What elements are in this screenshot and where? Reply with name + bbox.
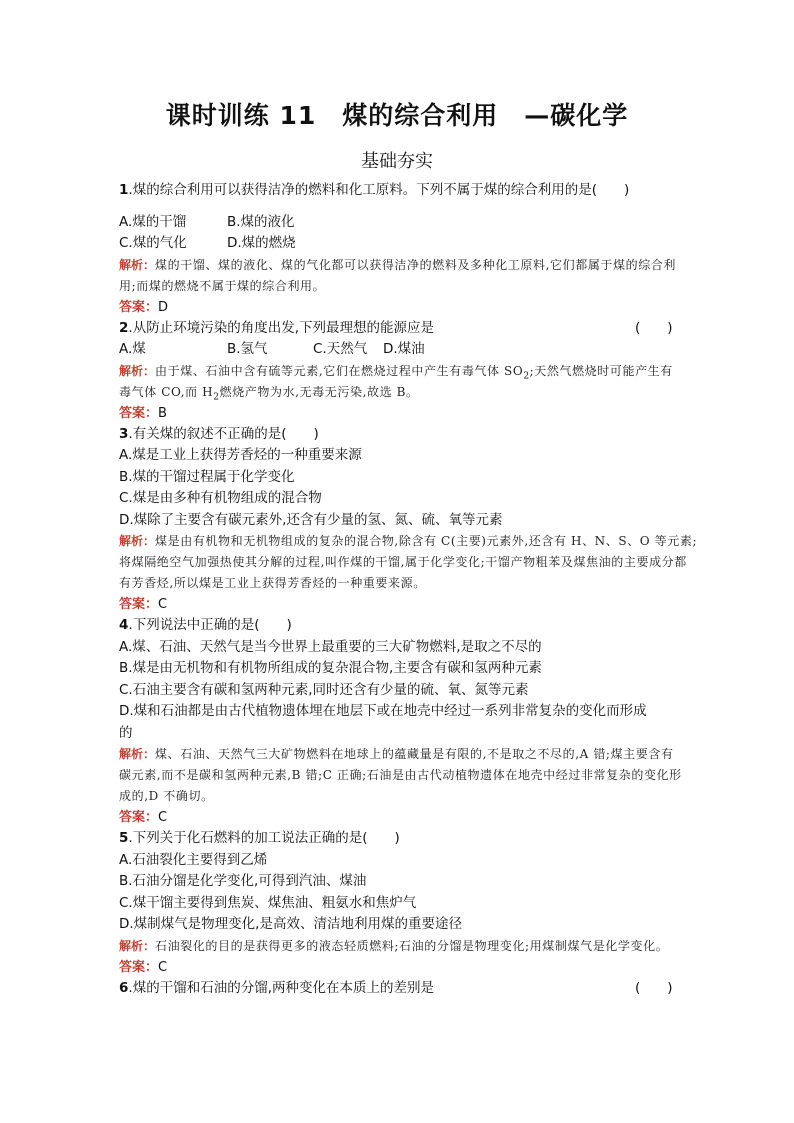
answer-label: 答案： [119, 597, 159, 612]
answer-value: D [158, 299, 169, 315]
explanation-text: 燃烧产物为水,无毒无污染,故选 B。 [219, 384, 419, 399]
answer-label: 答案： [119, 810, 159, 825]
answer-value: C [158, 597, 168, 612]
answer-label: 答案： [119, 959, 159, 975]
question-list [119, 180, 698, 999]
options-row [119, 233, 684, 255]
answer [119, 594, 684, 615]
explanation [119, 531, 699, 594]
question-text: .下列说法中正确的是( ) [128, 617, 292, 633]
question-text: .有关煤的叙述不正确的是( ) [128, 425, 319, 442]
option-a: A.煤是工业上获得芳香烃的一种重要来源 [119, 447, 362, 463]
question-number: 2 [119, 319, 129, 336]
question-number: 4 [119, 617, 129, 633]
option-b: B.煤是由无机物和有机物所组成的复杂混合物,主要含有碳和氢两种元素 [119, 660, 542, 676]
explanation-text: 煤、石油、天然气三大矿物燃料在地球上的蕴藏量是有限的,不是取之不尽的,A 错;煤主要含有碳元素,而不是碳和氢两种元素,B 错;C 正确;石油是由古代动植物遗体在地壳中经过非常复杂的变化形成的,D 不确切。 [119, 747, 682, 803]
explanation-label: 解析： [119, 747, 156, 761]
option-c: C.石油主要含有碳和氢两种元素,同时还含有少量的硫、氧、氮等元素 [119, 681, 529, 698]
option-a: A.煤、石油、天然气是当今世界上最重要的三大矿物燃料,是取之不尽的 [119, 638, 542, 655]
question-2 [119, 318, 684, 340]
option-c: C.煤的气化 [119, 235, 187, 251]
explanation-label: 解析： [119, 534, 156, 548]
question-1 [119, 180, 684, 202]
option-b: B.煤的干馏过程属于化学变化 [119, 468, 295, 485]
question-6 [119, 978, 684, 1000]
options-row [119, 212, 684, 234]
question-text: .煤的干馏和石油的分馏,两种变化在本质上的差别是 [128, 979, 434, 996]
option-d-continued: 的 [119, 724, 133, 741]
answer-label: 答案： [119, 299, 159, 315]
option-a: A.煤 [119, 341, 146, 357]
question-number: 5 [119, 830, 129, 846]
option-d: D.煤的燃烧 [227, 235, 296, 251]
option-c: C.煤是由多种有机物组成的混合物 [119, 490, 322, 506]
answer-value: C [158, 810, 168, 825]
answer [119, 807, 684, 828]
option-c: C.煤干馏主要得到焦炭、煤焦油、粗氨水和焦炉气 [119, 894, 417, 911]
explanation: 解析：由于煤、石油中含有硫等元素,它们在燃烧过程中产生有毒气体 $SO_2$;天然气燃烧时可能产生有毒气体 CO,而 $H_2$燃烧产物为水,无毒无污染,故选 B。 [119, 363, 673, 402]
option-d: D.煤和石油都是由古代植物遗体埋在地层下或在地壳中经过一系列非常复杂的变化而形成 [119, 703, 647, 719]
option-b: B.石油分馏是化学变化,可得到汽油、煤油 [119, 873, 367, 889]
explanation-label: 解析： [119, 938, 156, 953]
options-row [119, 339, 684, 361]
explanation-label: 解析： [119, 257, 156, 272]
answer-parenthesis: ( ) [635, 979, 673, 996]
explanation [119, 936, 684, 957]
explanation [119, 744, 684, 807]
page-title: 课时训练 11 煤的综合利用 —碳化学 [165, 101, 629, 130]
answer-label: 答案： [119, 405, 159, 421]
option-a: A.石油裂化主要得到乙烯 [119, 851, 268, 868]
question-number: 6 [119, 979, 129, 996]
option-d: D.煤油 [383, 341, 425, 357]
option-b: B.煤的液化 [227, 213, 295, 230]
spacer [119, 202, 684, 212]
explanation-text: 由于煤、石油中含有硫等元素,它们在燃烧过程中产生有毒气体 SO [155, 363, 524, 378]
explanation-label: 解析： [119, 363, 156, 378]
option-d: D.煤除了主要含有碳元素外,还含有少量的氢、氮、硫、氧等元素 [119, 511, 503, 528]
option-d: D.煤制煤气是物理变化,是高效、清洁地利用煤的重要途径 [119, 916, 462, 932]
option-c: C.天然气 [313, 341, 368, 357]
question-3 [119, 424, 684, 446]
option-a: A.煤的干馏 [119, 213, 187, 230]
answer-parenthesis: ( ) [635, 319, 673, 336]
question-text: .煤的综合利用可以获得洁净的燃料和化工原料。下列不属于煤的综合利用的是( ) [128, 182, 630, 198]
explanation-text: 石油裂化的目的是获得更多的液态轻质燃料;石油的分馏是物理变化;用煤制煤气是化学变化。 [155, 938, 669, 953]
explanation-text: 煤是由有机物和无机物组成的复杂的混合物,除含有 C(主要)元素外,还含有 H、N、S、O 等元素;将煤隔绝空气加强热使其分解的过程,叫作煤的干馏,属于化学变化;干馏产物粗苯及煤焦油的主要成分都有芳香烃,所以煤是工业上获得芳香烃的一种重要来源。 [119, 534, 698, 590]
explanation-text: 煤的干馏、煤的液化、煤的气化都可以获得洁净的燃料及多种化工原料,它们都属于煤的综合利用;而煤的燃烧不属于煤的综合利用。 [119, 257, 677, 293]
question-number: 3 [119, 425, 129, 442]
question-number: 1 [119, 182, 129, 198]
answer [119, 403, 684, 424]
answer [119, 957, 684, 978]
question-text: .从防止环境污染的角度出发,下列最理想的能源应是 [128, 319, 434, 336]
question-text: .下列关于化石燃料的加工说法正确的是( ) [128, 830, 400, 846]
question-5 [119, 828, 684, 850]
answer [119, 297, 684, 318]
option-b: B.氢气 [227, 341, 268, 357]
answer-value: C [158, 959, 168, 975]
answer-value: B [158, 405, 167, 421]
question-4 [119, 615, 684, 637]
explanation-text: ;天然气燃烧时可能产生有毒气体 CO,而 H [119, 363, 673, 399]
section-heading: 基础夯实 [361, 151, 433, 172]
explanation [119, 255, 684, 297]
